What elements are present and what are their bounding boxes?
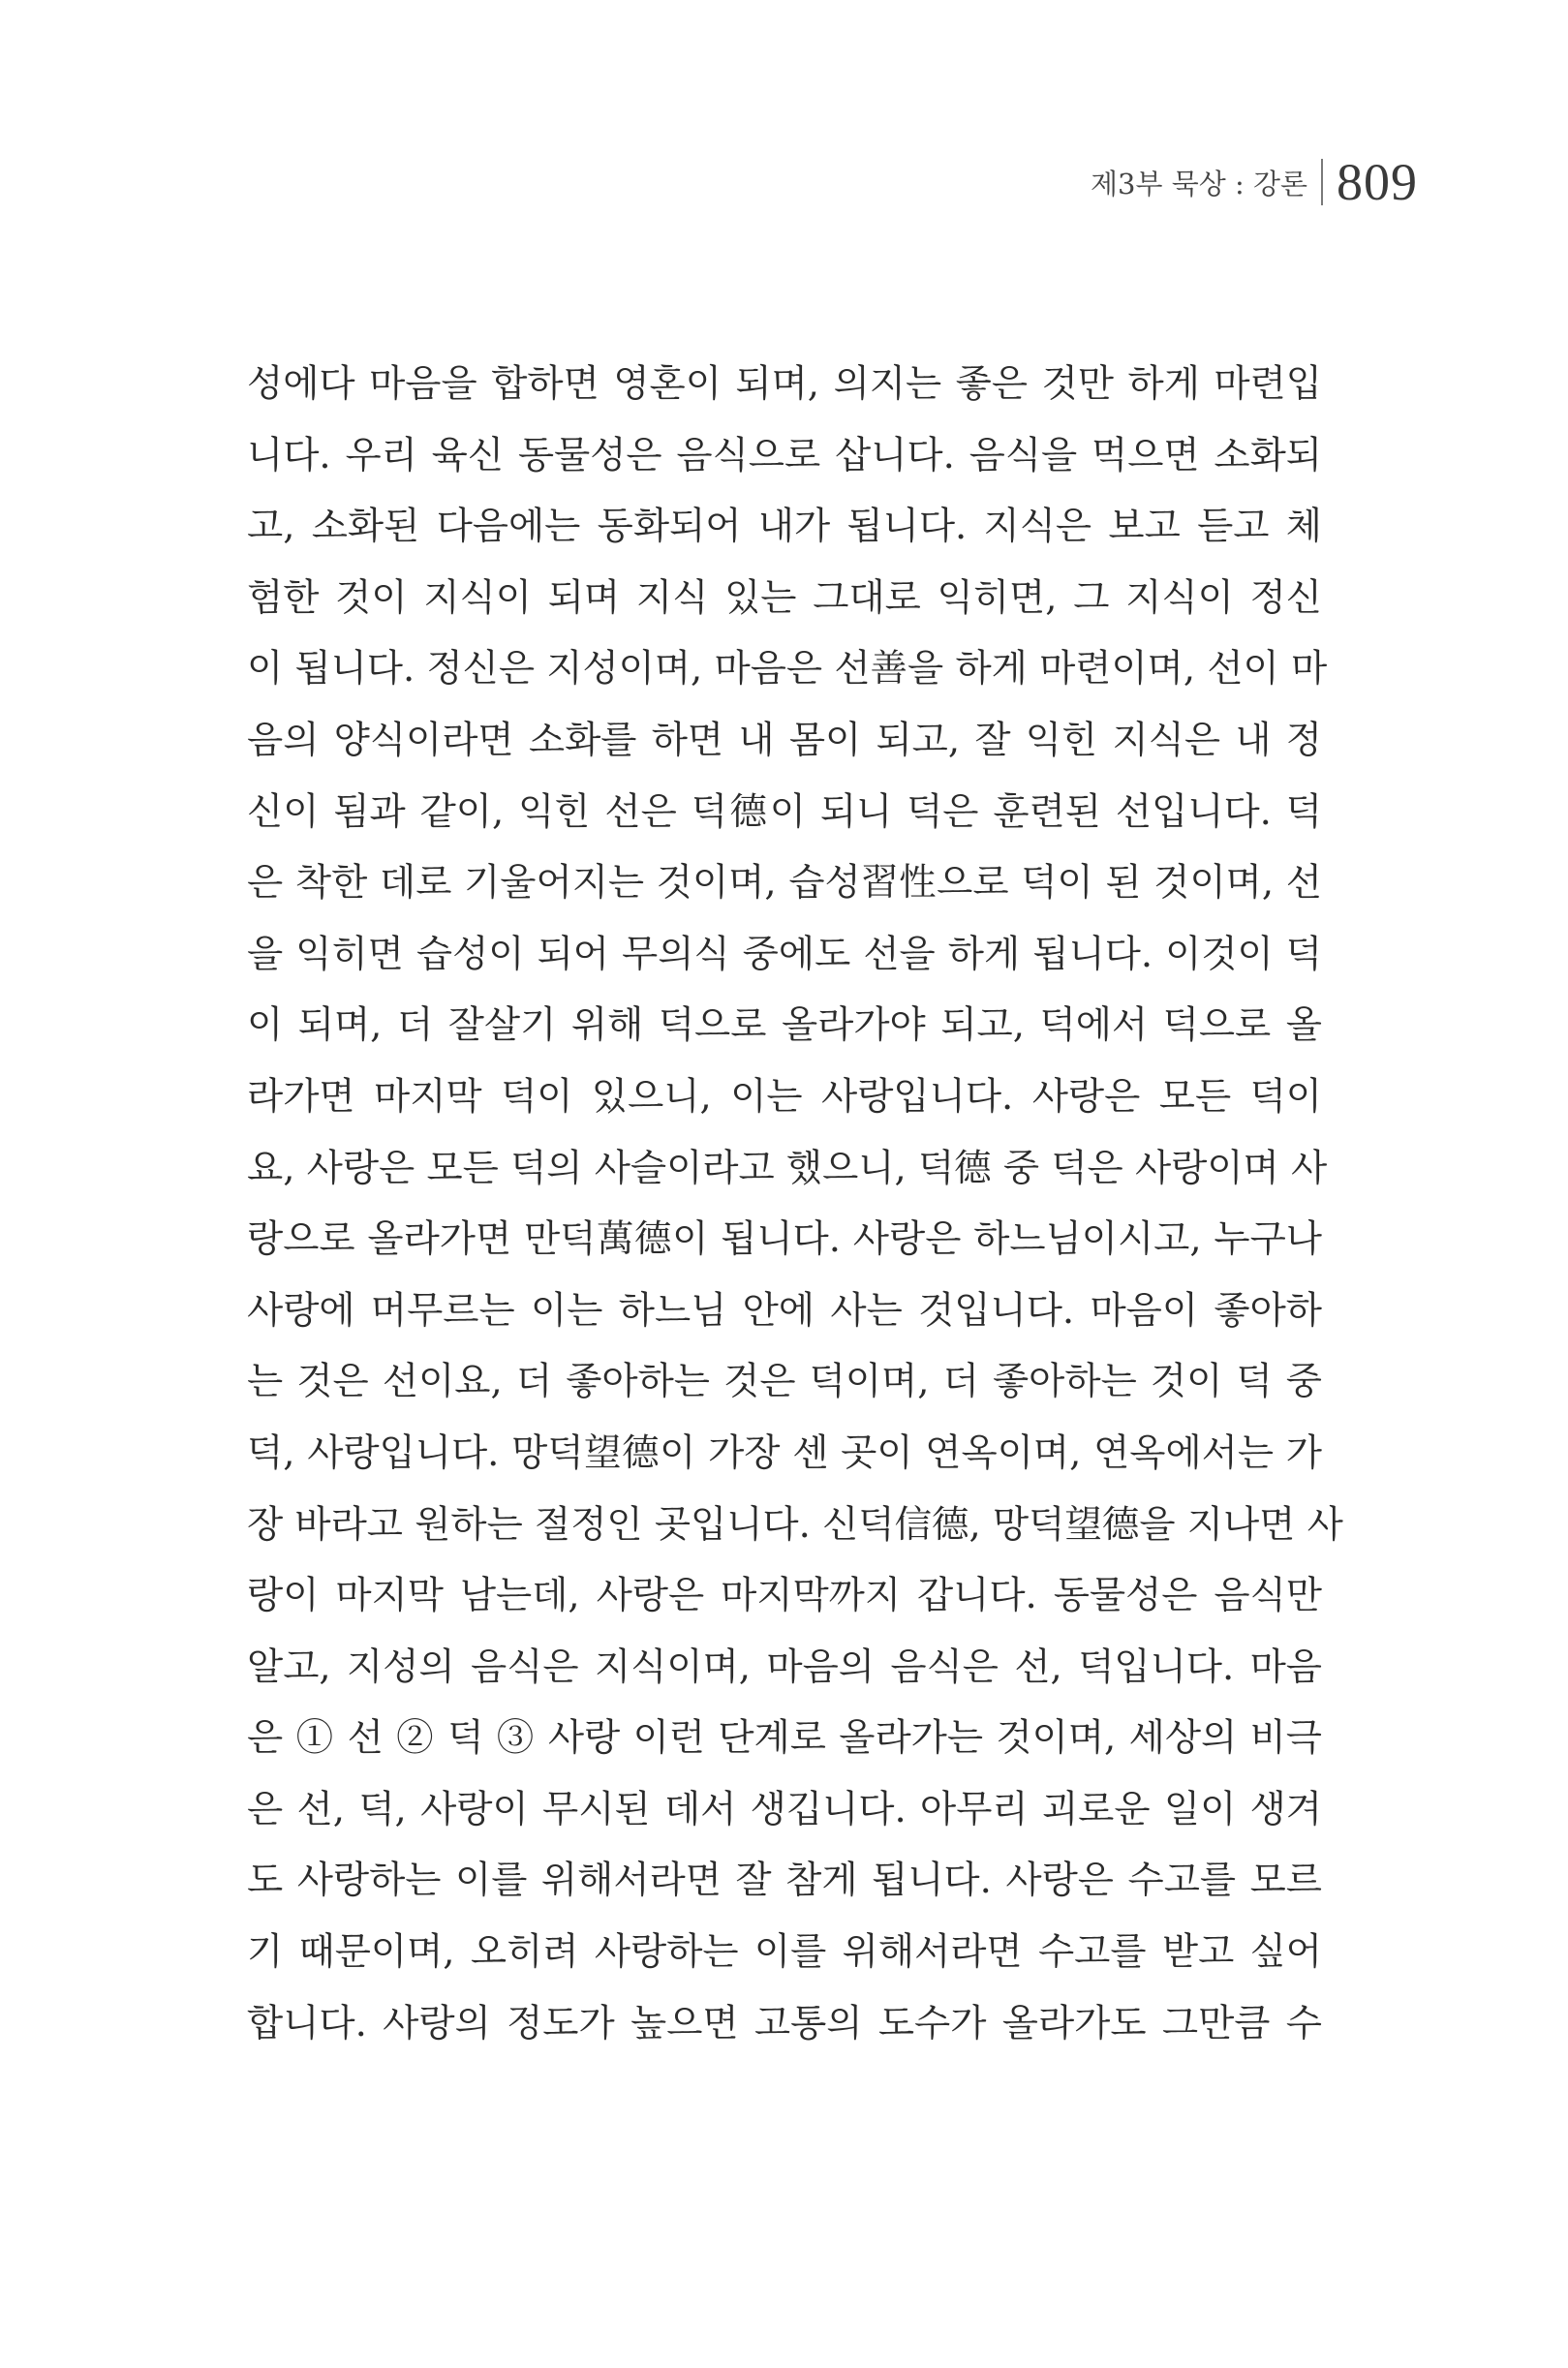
text-line: 도 사랑하는 이를 위해서라면 잘 참게 됩니다. 사랑은 수고를 모르 [247, 1859, 1322, 1903]
text-line: 음의 양식이라면 소화를 하면 내 몸이 되고, 잘 익힌 지식은 내 정 [247, 718, 1322, 762]
text-line: 라가면 마지막 덕이 있으니, 이는 사랑입니다. 사랑은 모든 덕이 [247, 1074, 1322, 1119]
text-line: 기 때문이며, 오히려 사랑하는 이를 위해서라면 수고를 받고 싶어 [247, 1930, 1322, 1975]
text-line: 신이 됨과 같이, 익힌 선은 덕德이 되니 덕은 훈련된 선입니다. 덕 [247, 789, 1322, 834]
text-line: 합니다. 사랑의 정도가 높으면 고통의 도수가 올라가도 그만큼 수 [247, 2001, 1322, 2045]
text-line: 은 ① 선 ② 덕 ③ 사랑 이런 단계로 올라가는 것이며, 세상의 비극 [247, 1716, 1322, 1761]
text-line: 요, 사랑은 모든 덕의 사슬이라고 했으니, 덕德 중 덕은 사랑이며 사 [247, 1146, 1328, 1190]
text-line: 은 착한 데로 기울어지는 것이며, 습성習性으로 덕이 된 것이며, 선 [247, 861, 1322, 906]
text-line: 알고, 지성의 음식은 지식이며, 마음의 음식은 선, 덕입니다. 마음 [247, 1645, 1322, 1689]
text-line: 은 선, 덕, 사랑이 무시된 데서 생깁니다. 아무리 괴로운 일이 생겨 [247, 1787, 1322, 1831]
text-line: 이 되며, 더 잘살기 위해 덕으로 올라가야 되고, 덕에서 덕으로 올 [247, 1003, 1322, 1048]
page-number: 809 [1337, 153, 1418, 211]
text-line: 성에다 마음을 합하면 영혼이 되며, 의지는 좋은 것만 하게 마련입 [247, 362, 1322, 406]
text-line: 니다. 우리 육신 동물성은 음식으로 삽니다. 음식을 먹으면 소화되 [247, 433, 1322, 477]
running-header [1091, 143, 1418, 221]
text-line: 고, 소화된 다음에는 동화되어 내가 됩니다. 지식은 보고 듣고 체 [247, 505, 1322, 549]
body-text [247, 349, 1343, 2059]
text-line: 는 것은 선이요, 더 좋아하는 것은 덕이며, 더 좋아하는 것이 덕 중 [247, 1360, 1322, 1404]
text-line: 랑으로 올라가면 만덕萬德이 됩니다. 사랑은 하느님이시고, 누구나 [247, 1217, 1322, 1262]
text-line: 장 바라고 원하는 절정인 곳입니다. 신덕信德, 망덕望德을 지나면 사 [247, 1502, 1343, 1547]
header-divider [1321, 159, 1323, 205]
text-line: 을 익히면 습성이 되어 무의식 중에도 선을 하게 됩니다. 이것이 덕 [247, 932, 1322, 976]
text-line: 덕, 사랑입니다. 망덕望德이 가장 센 곳이 연옥이며, 연옥에서는 가 [247, 1430, 1322, 1475]
text-line: 험한 것이 지식이 되며 지식 있는 그대로 익히면, 그 지식이 정신 [247, 575, 1322, 620]
section-title: 제3부 묵상 : 강론 [1091, 167, 1307, 200]
text-line: 사랑에 머무르는 이는 하느님 안에 사는 것입니다. 마음이 좋아하 [247, 1288, 1322, 1333]
text-line: 이 됩니다. 정신은 지성이며, 마음은 선善을 하게 마련이며, 선이 마 [247, 647, 1328, 692]
text-line: 랑이 마지막 남는데, 사랑은 마지막까지 갑니다. 동물성은 음식만 [247, 1574, 1322, 1618]
